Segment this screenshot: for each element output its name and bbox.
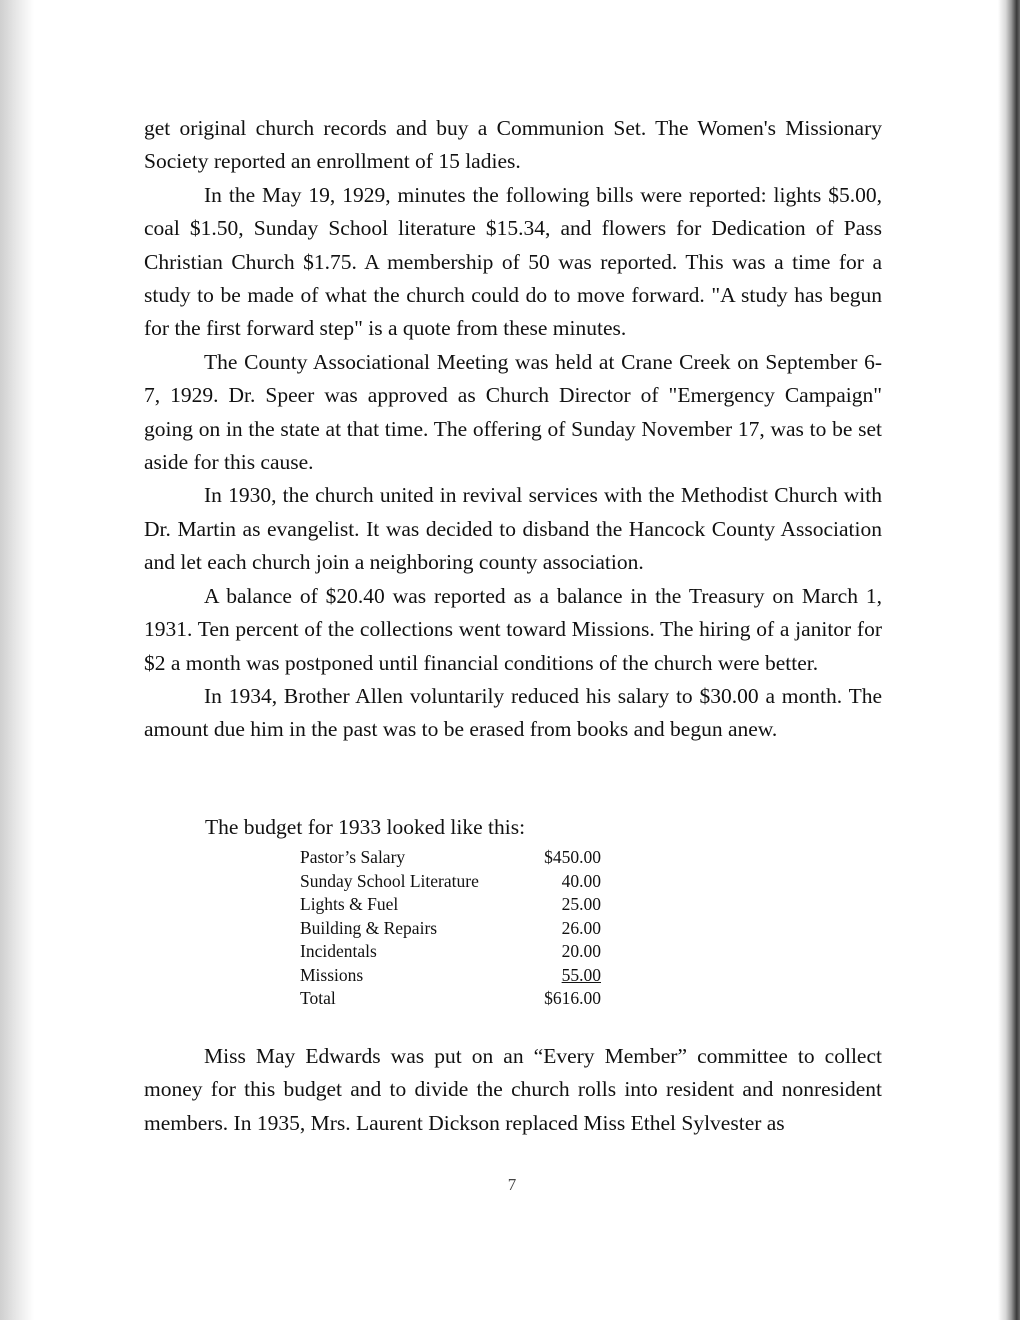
scan-right-edge: [998, 0, 1020, 1320]
closing-text: [144, 1040, 882, 1140]
budget-row: [300, 893, 601, 917]
budget-item-amount: 40.00: [561, 870, 601, 891]
closing-paragraph: Miss May Edwards was put on an “Every Member” committee to collect money for this budget and to divide the church rolls into resident and nonresident members. In 1935, Mrs. Laurent Dickson replaced Miss Ethel Sylvester as: [144, 1044, 882, 1135]
paragraph-6: In 1934, Brother Allen voluntarily reduced his salary to $30.00 a month. The amount due him in the past was to be erased from books and begun anew.: [144, 683, 882, 742]
paragraph-3: The County Associational Meeting was held at Crane Creek on September 6-7, 1929. Dr. Speer was approved as Church Director of "Emergency Campaign" going on in the state at that time. The offering of Sunday November 17, was to be set aside for this cause.: [144, 349, 882, 475]
budget-item-amount: 20.00: [561, 941, 601, 961]
budget-item-amount: 55.00: [561, 964, 601, 985]
budget-heading: The budget for 1933 looked like this:: [205, 815, 526, 839]
scan-left-shadow: [0, 0, 34, 1320]
budget-item-label: Incidentals: [300, 941, 377, 961]
budget-item-amount: 25.00: [561, 894, 601, 914]
budget-row: [300, 964, 601, 988]
budget-row: [300, 870, 601, 894]
budget-row: [300, 846, 601, 870]
paragraph-5: A balance of $20.40 was reported as a balance in the Treasury on March 1, 1931. Ten percent of the collections went toward Missions. The hiring of a janitor for $2 a month was postponed until financial conditions of the church were better.: [144, 583, 882, 675]
budget-table: [300, 846, 601, 1011]
budget-total-row: [300, 987, 601, 1011]
body-text: [144, 112, 882, 747]
budget-item-label: Building & Repairs: [300, 917, 438, 938]
budget-item-label: Sunday School Literature: [300, 870, 479, 891]
budget-item-label: Lights & Fuel: [300, 894, 399, 914]
budget-row: [300, 940, 601, 964]
budget-item-amount: 26.00: [561, 917, 601, 938]
budget-item-amount: $450.00: [544, 847, 601, 867]
budget-row: [300, 917, 601, 941]
budget-item-label: Pastor’s Salary: [300, 847, 406, 867]
budget-total-label: Total: [300, 988, 336, 1008]
budget-item-label: Missions: [300, 964, 364, 985]
paragraph-2: In the May 19, 1929, minutes the following bills were reported: lights $5.00, coal $1.50, Sunday School literature $15.34, and flowers for Dedication of Pass Christian Church $1.75. A membership of 50 was reported. This was a time for a study to be made of what the church could do to move forward. "A study has begun for the first forward step" is a quote from these minutes.: [144, 182, 882, 341]
paragraph-1: get original church records and buy a Communion Set. The Women's Missionary Society reported an enrollment of 15 ladies.: [144, 116, 882, 174]
paragraph-4: In 1930, the church united in revival services with the Methodist Church with Dr. Martin as evangelist. It was decided to disband the Hancock County Association and let each church join a neighboring county association.: [144, 483, 882, 575]
budget-total-amount: $616.00: [544, 988, 601, 1008]
page-number: 7: [507, 1175, 517, 1194]
